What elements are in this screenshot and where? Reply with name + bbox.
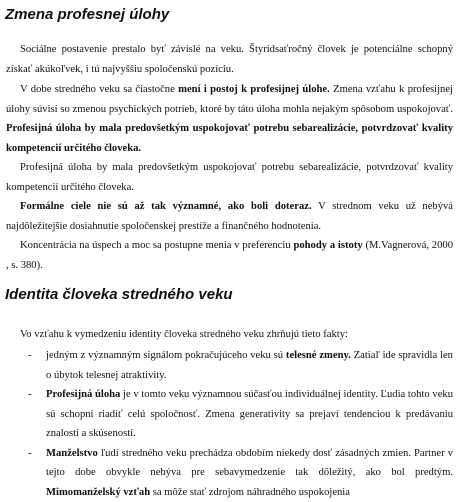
paragraph-text: Sociálne postavenie prestalo byť závislé na veku. Štyridsaťročný človek je potenciálne schopný získať akúkoľvek, i tú najvyššiu spoločenskú pozíciu. [6, 44, 453, 75]
paragraph-text: jedným z významným signálom pokračujúceho veku sú [46, 350, 286, 361]
bold-text: Manželstvo [46, 447, 98, 459]
paragraph-identity-intro [6, 325, 453, 345]
paragraph-text: (M.Vagnerová, 2000 , s. 380). [6, 240, 453, 271]
list-item [0, 385, 460, 444]
section-heading-profession: Zmena profesnej úlohy [5, 6, 170, 23]
bold-text: Profesijná úloha [46, 389, 121, 400]
list-item [0, 444, 460, 502]
bold-text: pohody a istoty [293, 240, 363, 251]
bold-text: Mimomanželský vzťah [46, 486, 151, 498]
list-item-text [46, 385, 453, 444]
paragraph-text: je v tomto veku významnou súčasťou individuálnej identity. Ľudia tohto veku sú schopní riadiť celú spoločnosť. Zmena generativity sa prejaví tendenciou k predávaniu znalostí a skúseností. [46, 389, 454, 439]
identity-facts-list [0, 346, 460, 502]
section-heading-identity: Identita človeka stredného veku [5, 286, 233, 303]
bold-text: mení i postoj k profesijnej úlohe. [178, 84, 330, 95]
paragraph-social-status [6, 40, 453, 79]
paragraph-text: Vo vzťahu k vymedzeniu identity človeka stredného veku zhrňujú tieto fakty: [20, 329, 348, 340]
paragraph-text: V dobe stredného veku sa čiastočne [20, 84, 179, 95]
list-item-text [46, 346, 453, 385]
paragraph-self-realization [6, 158, 453, 197]
dash-bullet: - [28, 446, 32, 459]
paragraph-profession-attitude [6, 80, 453, 158]
paragraph-text: Koncentrácia na úspech a moc sa postupne menia v preferenciu [20, 240, 294, 251]
bold-text: Profesijná úloha by mala predovšetkým uspokojovať potrebu sebarealizácie, potvrdzovať kvality kompetencií určitého človeka. [6, 123, 453, 154]
bold-text: Formálne ciele nie sú až tak významné, ako boli doteraz. [20, 201, 312, 212]
dash-bullet: - [28, 349, 32, 361]
paragraph-concentration [6, 236, 453, 275]
paragraph-text: Zatiaľ ide spravidla len o úbytok telesnej atraktivity. [46, 350, 453, 381]
list-item [0, 346, 460, 385]
dash-bullet: - [28, 388, 32, 400]
paragraph-text: Profesijná úloha by mala predovšetkým uspokojovať potrebu sebarealizácie, potvrdzovať kvality kompetencií určitého človeka. [6, 162, 453, 193]
paragraph-text: ľudí stredného veku prechádza obdobím niekedy dosť zásadných zmien. Partner v tejto dobe obvykle nebýva pre sebavymedzenie tak dôležitý, ako bol predtým. [46, 447, 453, 478]
paragraph-text: sa môže stať zdrojom náhradného uspokojenia [150, 486, 350, 498]
list-item-text [46, 444, 453, 502]
bold-text: telesné zmeny. [285, 350, 351, 361]
paragraph-text: Zmena vzťahu k profesijnej úlohy súvisí so zmenou psychických potrieb, ktoré by táto úloha mohla nejakým spôsobom uspokojovať. [6, 84, 453, 115]
paragraph-formal-goals [6, 197, 453, 236]
paragraph-text: V strednom veku už nebývá najdôležitejšie dosiahnutie spoločenskej prestíže a finančného hodnotenia. [6, 201, 454, 232]
